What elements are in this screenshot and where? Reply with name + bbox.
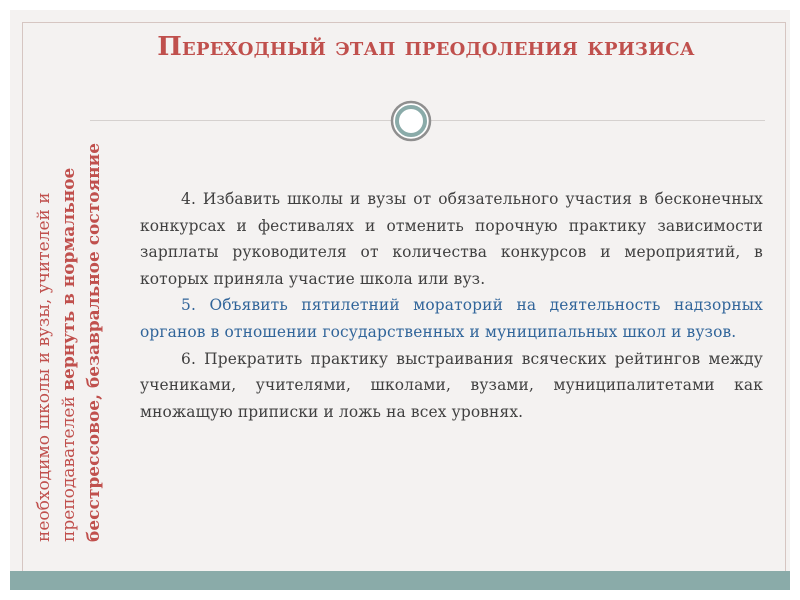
- sidebar-line-1: необходимо школы и вузы, учителей и: [34, 192, 54, 542]
- sidebar-line-2-bold: вернуть в нормальное: [59, 167, 79, 391]
- slide: [10, 10, 790, 590]
- body-text: [140, 186, 763, 425]
- bottom-bar: [10, 571, 790, 590]
- sidebar-line-3: бесстрессовое, безавральное состояние: [84, 142, 104, 542]
- sidebar-vertical-text: [32, 62, 107, 542]
- list-item-5: 5. Объявить пятилетний мораторий на деятельность надзорных органов в отношении государственных и муниципальных школ и вузов.: [140, 296, 763, 341]
- sidebar-line-2-normal: преподавателей: [59, 390, 79, 542]
- list-item-4: 4. Избавить школы и вузы от обязательного участия в бесконечных конкурсах и фестивалях и отменить порочную практику зависимости зарплаты руководителя от количества конкурсов и мероприятий, в которых приняла участие школа или вуз.: [140, 190, 763, 288]
- circle-ornament-icon: [390, 100, 432, 142]
- slide-title: Переходный этап преодоления кризиса: [157, 32, 695, 62]
- list-item-6: 6. Прекратить практику выстраивания всяческих рейтингов между учениками, учителями, школами, вузами, муниципалитетами как множащую приписки и ложь на всех уровнях.: [140, 349, 763, 421]
- sidebar-line-2: [57, 62, 82, 542]
